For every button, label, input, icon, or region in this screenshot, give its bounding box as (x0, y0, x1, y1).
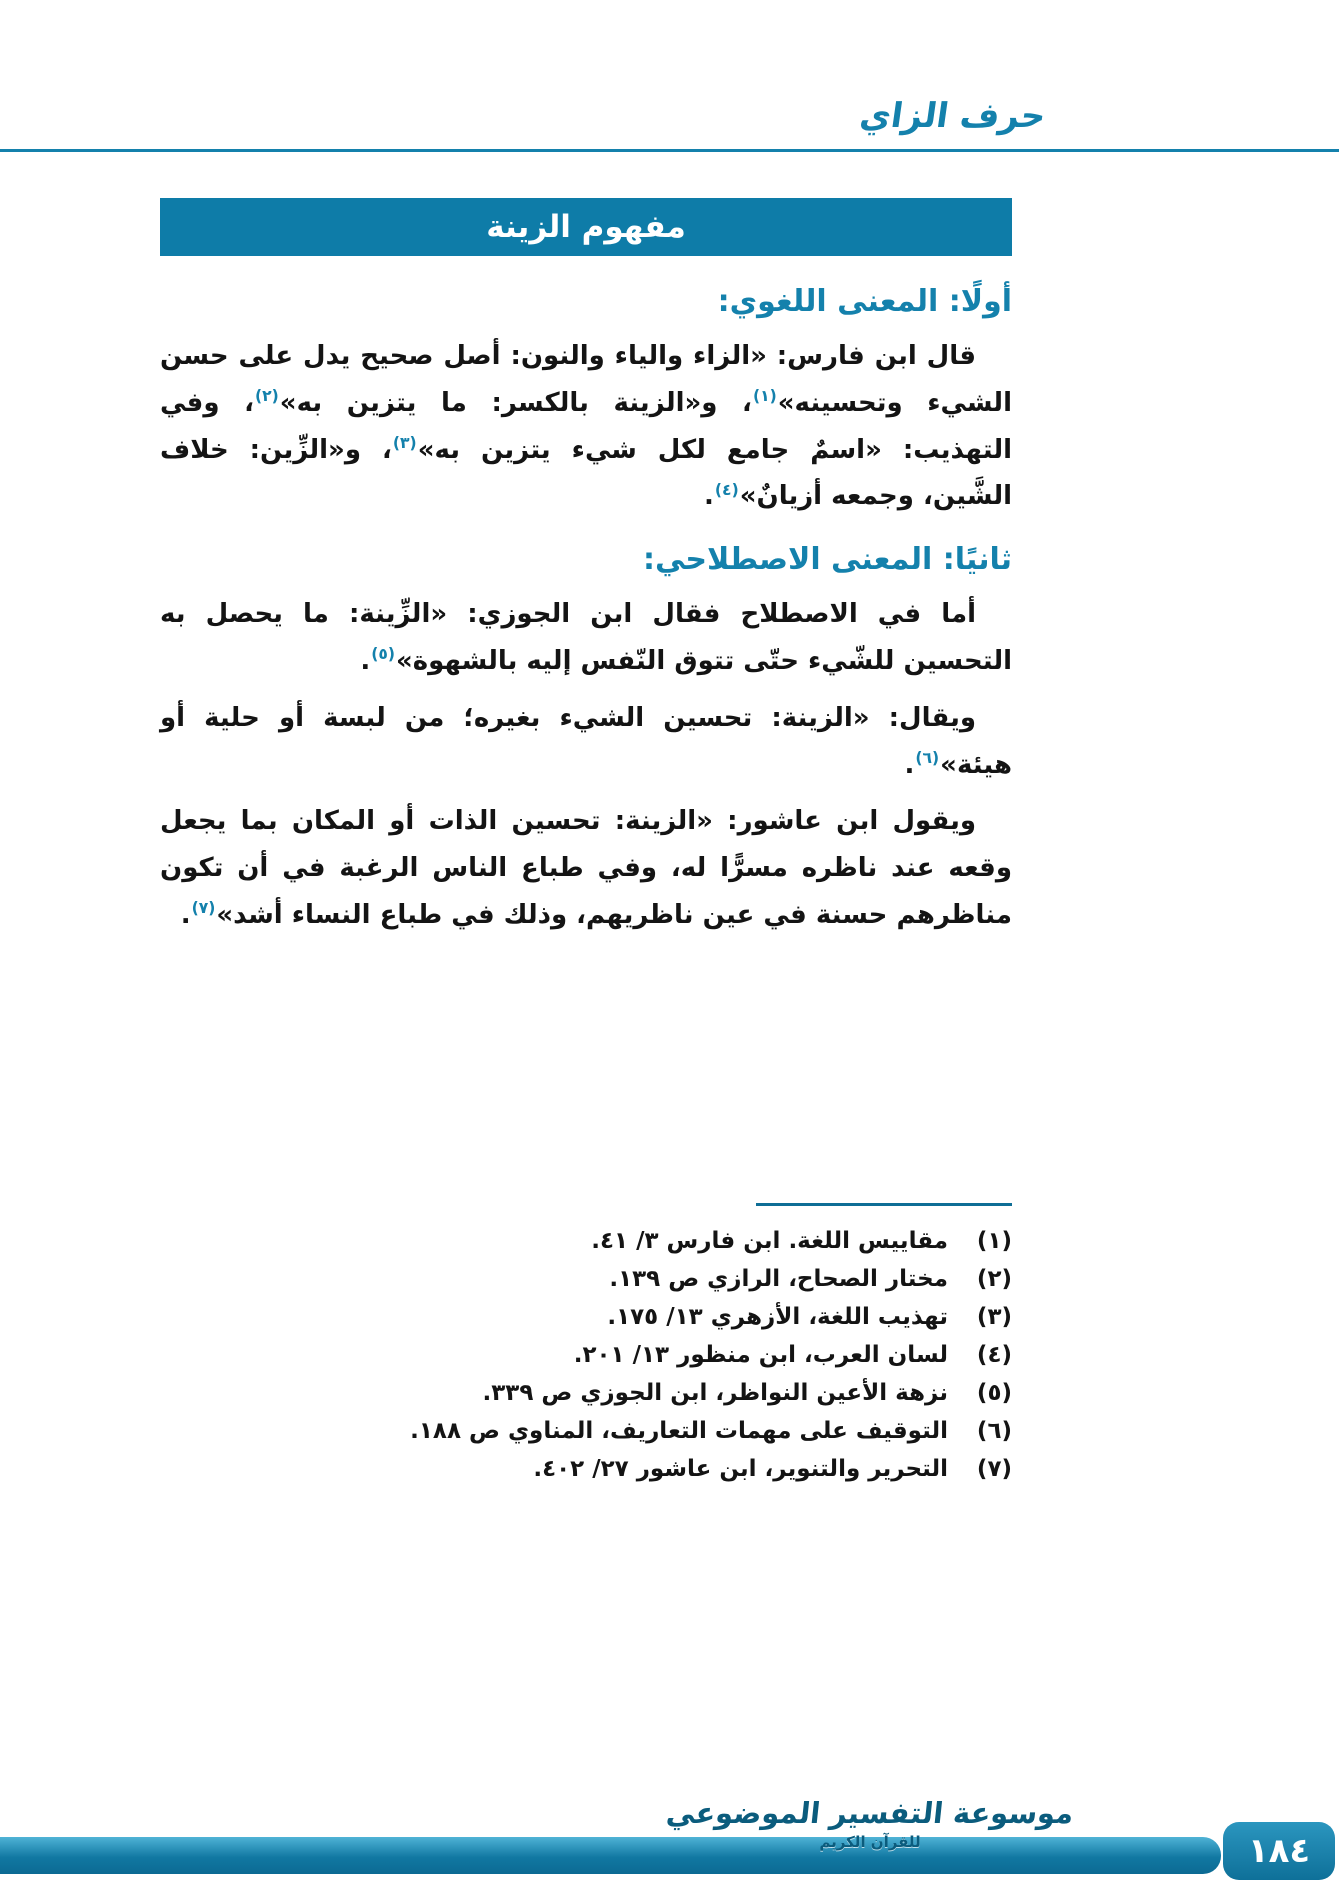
footnote-separator (756, 1203, 1012, 1206)
paragraph: أما في الاصطلاح فقال ابن الجوزي: «الزِّينة: ما يحصل به التحسين للشّيء حتّى تتوق النّفس إليه بالشهوة»$^{(٥)}$. (160, 599, 1012, 676)
paragraph: ويقال: «الزينة: تحسين الشيء بغيره؛ من لبسة أو حلية أو هيئة»$^{(٦)}$. (160, 702, 1012, 780)
footnote-text: لسان العرب، ابن منظور ١٣/ ٢٠١. (573, 1342, 948, 1368)
footnote-ref: (٥) (371, 645, 396, 664)
footnote-text: التحرير والتنوير، ابن عاشور ٢٧/ ٤٠٢. (533, 1456, 948, 1482)
banner-title: مفهوم الزينة (486, 209, 686, 245)
content (160, 274, 1012, 949)
footnotes-list (160, 1222, 1012, 1488)
publisher-logo-subtitle: للقرآن الكريم (819, 1833, 921, 1851)
footnote (160, 1222, 1012, 1260)
footnote-number: (٥) (976, 1380, 1012, 1406)
footnote-text: التوقيف على مهمات التعاريف، المناوي ص ١٨٨. (410, 1418, 948, 1444)
page-number: ١٨٤ (1247, 1831, 1311, 1871)
footnote (160, 1336, 1012, 1374)
footnote-text: تهذيب اللغة، الأزهري ١٣/ ١٧٥. (607, 1304, 948, 1330)
footnote-ref: (٦) (915, 748, 940, 767)
publisher-logo-title: موسوعة التفسير الموضوعي (664, 1796, 1076, 1830)
footnote (160, 1374, 1012, 1412)
section-heading: أولًا: المعنى اللغوي: (717, 284, 1012, 319)
chapter-header: حرف الزاي (856, 96, 1048, 136)
footnote-number: (٤) (976, 1342, 1012, 1368)
footnotes-section (160, 1203, 1012, 1488)
footnote (160, 1450, 1012, 1488)
footnote-number: (١) (976, 1228, 1012, 1254)
footnote-ref: (٣) (392, 433, 417, 452)
header-rule (0, 149, 1339, 152)
footnote-ref: (١) (752, 387, 777, 406)
footnote-number: (٧) (976, 1456, 1012, 1482)
paragraph: ويقول ابن عاشور: «الزينة: تحسين الذات أو المكان بما يجعل وقعه عند ناظره مسرًّا له، وفي طباع الناس الرغبة في أن تكون مناظرهم حسنة في عين ناظريهم، وذلك في طباع النساء أشد»$^{(٧)}$. (160, 806, 1012, 930)
title-banner (160, 198, 1012, 256)
footnote-number: (٣) (976, 1304, 1012, 1330)
section-heading: ثانيًا: المعنى الاصطلاحي: (643, 542, 1012, 578)
footnote-number: (٢) (976, 1266, 1012, 1292)
paragraph: قال ابن فارس: «الزاء والياء والنون: أصل صحيح يدل على حسن الشيء وتحسينه»$^{(١)}$، و«الزينة بالكسر: ما يتزين به»$^{(٢)}$، وفي التهذيب: «اسمٌ جامع لكل شيء يتزين به»$^{(٣)}$، و«الزِّين: خلاف الشَّين، وجمعه أزيانٌ»$^{(٤)}$. (160, 341, 1012, 512)
publisher-logo (660, 1796, 1080, 1851)
footnote-number: (٦) (976, 1418, 1012, 1444)
footnote-ref: (٢) (254, 387, 279, 406)
page-number-badge (1223, 1822, 1335, 1880)
footnote (160, 1260, 1012, 1298)
footnote-ref: (٧) (191, 899, 216, 918)
footnote-text: مقاييس اللغة. ابن فارس ٣/ ٤١. (591, 1228, 948, 1254)
footnote (160, 1298, 1012, 1336)
footnote-text: مختار الصحاح، الرازي ص ١٣٩. (609, 1266, 948, 1292)
footnote (160, 1412, 1012, 1450)
footnote-ref: (٤) (714, 480, 739, 499)
footnote-text: نزهة الأعين النواظر، ابن الجوزي ص ٣٣٩. (482, 1380, 948, 1406)
